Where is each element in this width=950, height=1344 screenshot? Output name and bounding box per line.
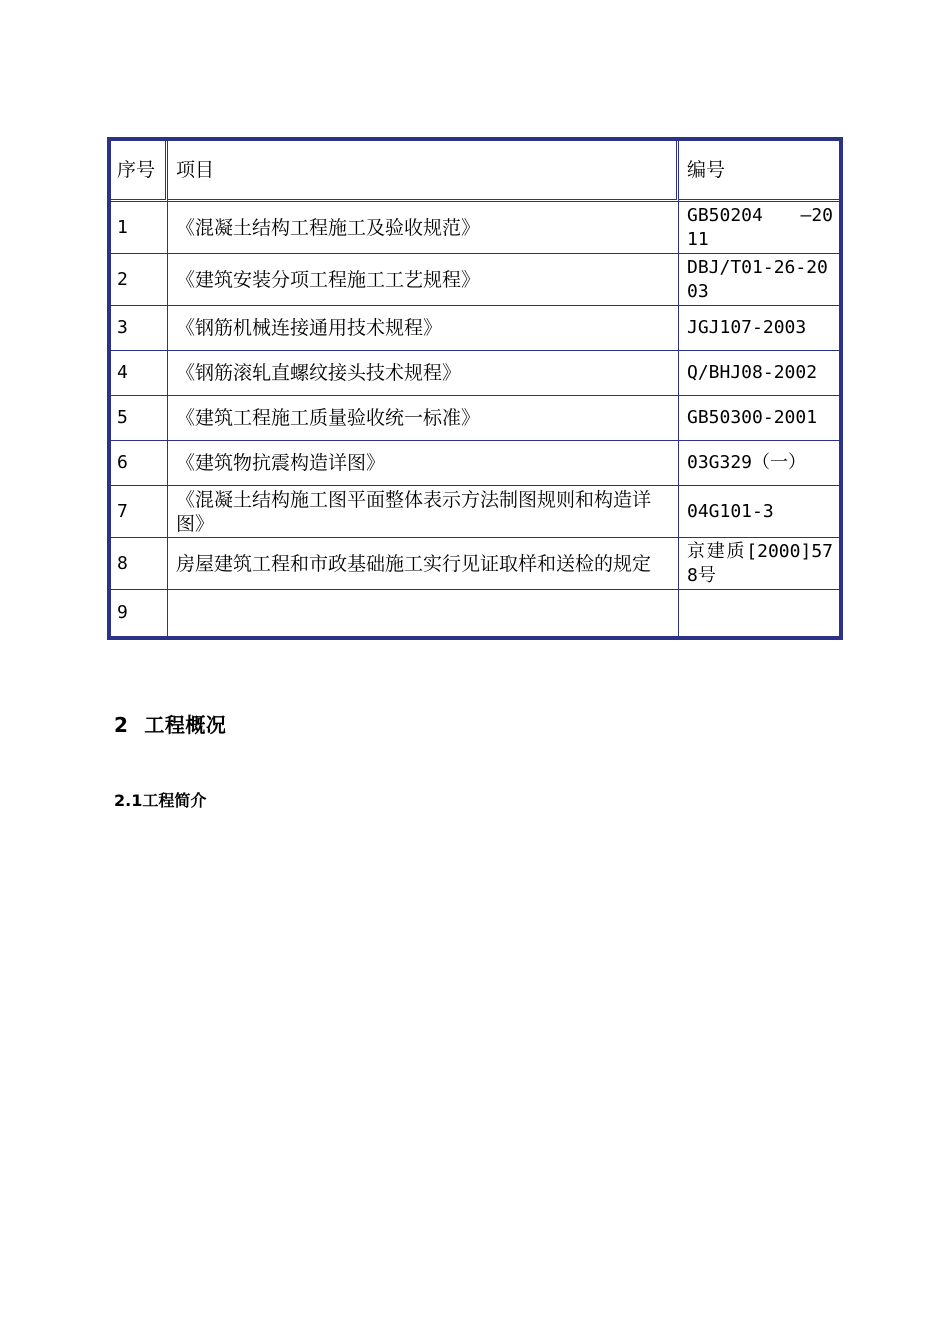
table-row [111,306,839,351]
row-code: JGJ107-2003 [679,306,839,351]
table-row [111,590,839,636]
header-seq: 序号 [111,141,168,202]
row-code: DBJ/T01-26-2003 [679,254,839,306]
row-code: 京建质[2000]578号 [679,538,839,590]
header-item: 项目 [168,141,679,202]
row-item: 《建筑安装分项工程施工工艺规程》 [168,254,679,306]
table-row [111,202,839,254]
row-code: GB50204 —2011 [679,202,839,254]
row-seq: 1 [111,202,168,254]
section-heading [114,709,226,738]
row-seq: 7 [111,486,168,538]
standards-table [107,137,843,640]
row-item: 《建筑工程施工质量验收统一标准》 [168,396,679,441]
table-row [111,486,839,538]
row-seq: 2 [111,254,168,306]
row-item: 《钢筋滚轧直螺纹接头技术规程》 [168,351,679,396]
row-seq: 9 [111,590,168,636]
row-code: 04G101-3 [679,486,839,538]
row-code [679,590,839,636]
subsection-heading: 2.1工程简介 [114,791,207,810]
row-code: GB50300-2001 [679,396,839,441]
table-row [111,351,839,396]
table-row [111,441,839,486]
row-item: 《混凝土结构工程施工及验收规范》 [168,202,679,254]
table-row [111,538,839,590]
row-code: 03G329（一） [679,441,839,486]
row-seq: 6 [111,441,168,486]
section-number: 2 [114,713,129,737]
row-item: 《钢筋机械连接通用技术规程》 [168,306,679,351]
table-row [111,396,839,441]
row-item: 《建筑物抗震构造详图》 [168,441,679,486]
row-code: Q/BHJ08-2002 [679,351,839,396]
row-item [168,590,679,636]
row-seq: 8 [111,538,168,590]
table-row [111,254,839,306]
row-seq: 4 [111,351,168,396]
row-item: 房屋建筑工程和市政基础施工实行见证取样和送检的规定 [168,538,679,590]
table-header-row [111,141,839,202]
row-seq: 3 [111,306,168,351]
row-seq: 5 [111,396,168,441]
section-title: 工程概况 [144,713,227,737]
row-item: 《混凝土结构施工图平面整体表示方法制图规则和构造详图》 [168,486,679,538]
header-code: 编号 [679,141,839,202]
